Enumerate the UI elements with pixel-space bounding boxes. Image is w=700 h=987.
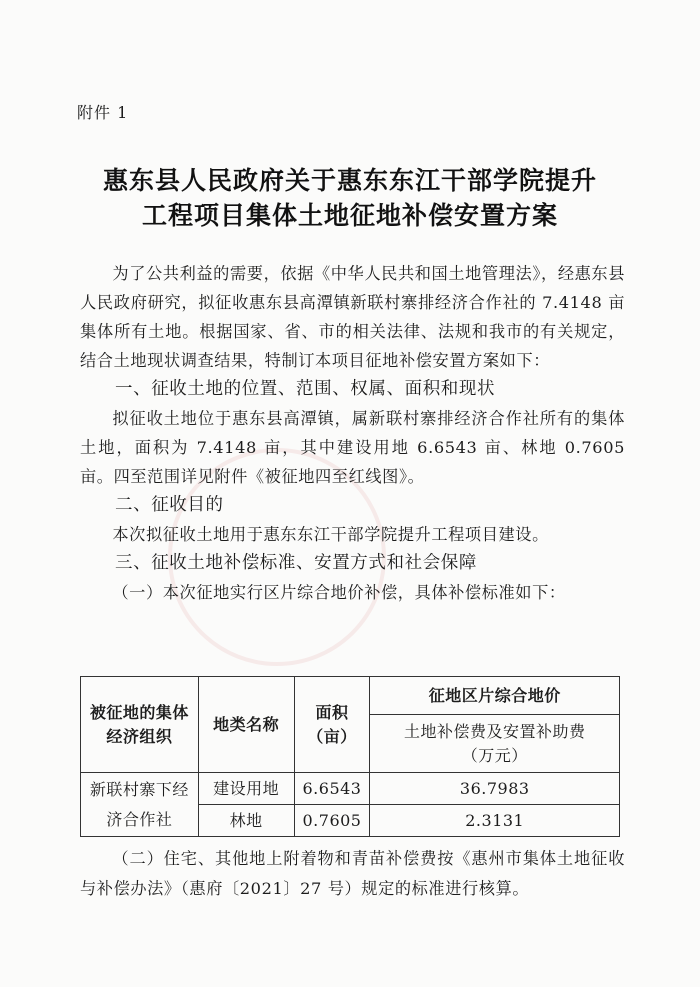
location-paragraph: 拟征收土地位于惠东县高潭镇，属新联村寨排经济合作社所有的集体土地，面积为 7.4148 亩，其中建设用地 6.6543 亩、林地 0.7605 亩。四至范围详见附件《被征地四至红线图》。	[80, 409, 625, 486]
cell-land-type: 林地	[198, 805, 294, 837]
cell-area: 0.7605	[294, 805, 370, 837]
cell-fee: 2.3131	[370, 805, 620, 837]
header-collective-org: 被征地的集体经济组织	[81, 677, 199, 773]
document-title-line-1: 惠东县人民政府关于惠东东江干部学院提升	[102, 166, 597, 195]
cell-area: 6.6543	[294, 773, 370, 805]
section-heading-3: 三、征收土地补偿标准、安置方式和社会保障	[115, 553, 477, 573]
purpose-paragraph: 本次拟征收土地用于惠东东江干部学院提升工程项目建设。	[112, 525, 549, 544]
section-heading-1: 一、征收土地的位置、范围、权属、面积和现状	[115, 379, 496, 399]
attachment-label: 附件 1	[77, 103, 129, 122]
body-section	[80, 259, 625, 607]
attachments-compensation-paragraph: （二）住宅、其他地上附着物和青苗补偿费按《惠州市集体土地征收与补偿办法》（惠府〔2021〕27 号）规定的标准进行核算。	[80, 849, 625, 898]
header-compensation-fee: 土地补偿费及安置补助费（万元）	[370, 715, 620, 773]
header-zone-price: 征地区片综合地价	[370, 677, 620, 715]
body-section-continued	[80, 844, 625, 904]
intro-paragraph: 为了公共利益的需要，依据《中华人民共和国土地管理法》，经惠东县人民政府研究，拟征收惠东县高潭镇新联村寨排经济合作社的 7.4148 亩集体所有土地。根据国家、省、市的相关法律、法规和我市的有关规定，结合土地现状调查结果，特制订本项目征地补偿安置方案如下：	[80, 264, 625, 370]
header-land-type: 地类名称	[198, 677, 294, 773]
compensation-table	[80, 676, 620, 837]
cell-fee: 36.7983	[370, 773, 620, 805]
cell-land-type: 建设用地	[198, 773, 294, 805]
document-title-line-2: 工程项目集体土地征地补偿安置方案	[141, 201, 558, 230]
cell-collective-org: 新联村寨下经济合作社	[81, 773, 199, 837]
section-heading-2: 二、征收目的	[115, 495, 224, 515]
header-area: 面积（亩）	[294, 677, 370, 773]
compensation-intro-paragraph: （一）本次征地实行区片综合地价补偿，具体补偿标准如下：	[112, 583, 566, 602]
